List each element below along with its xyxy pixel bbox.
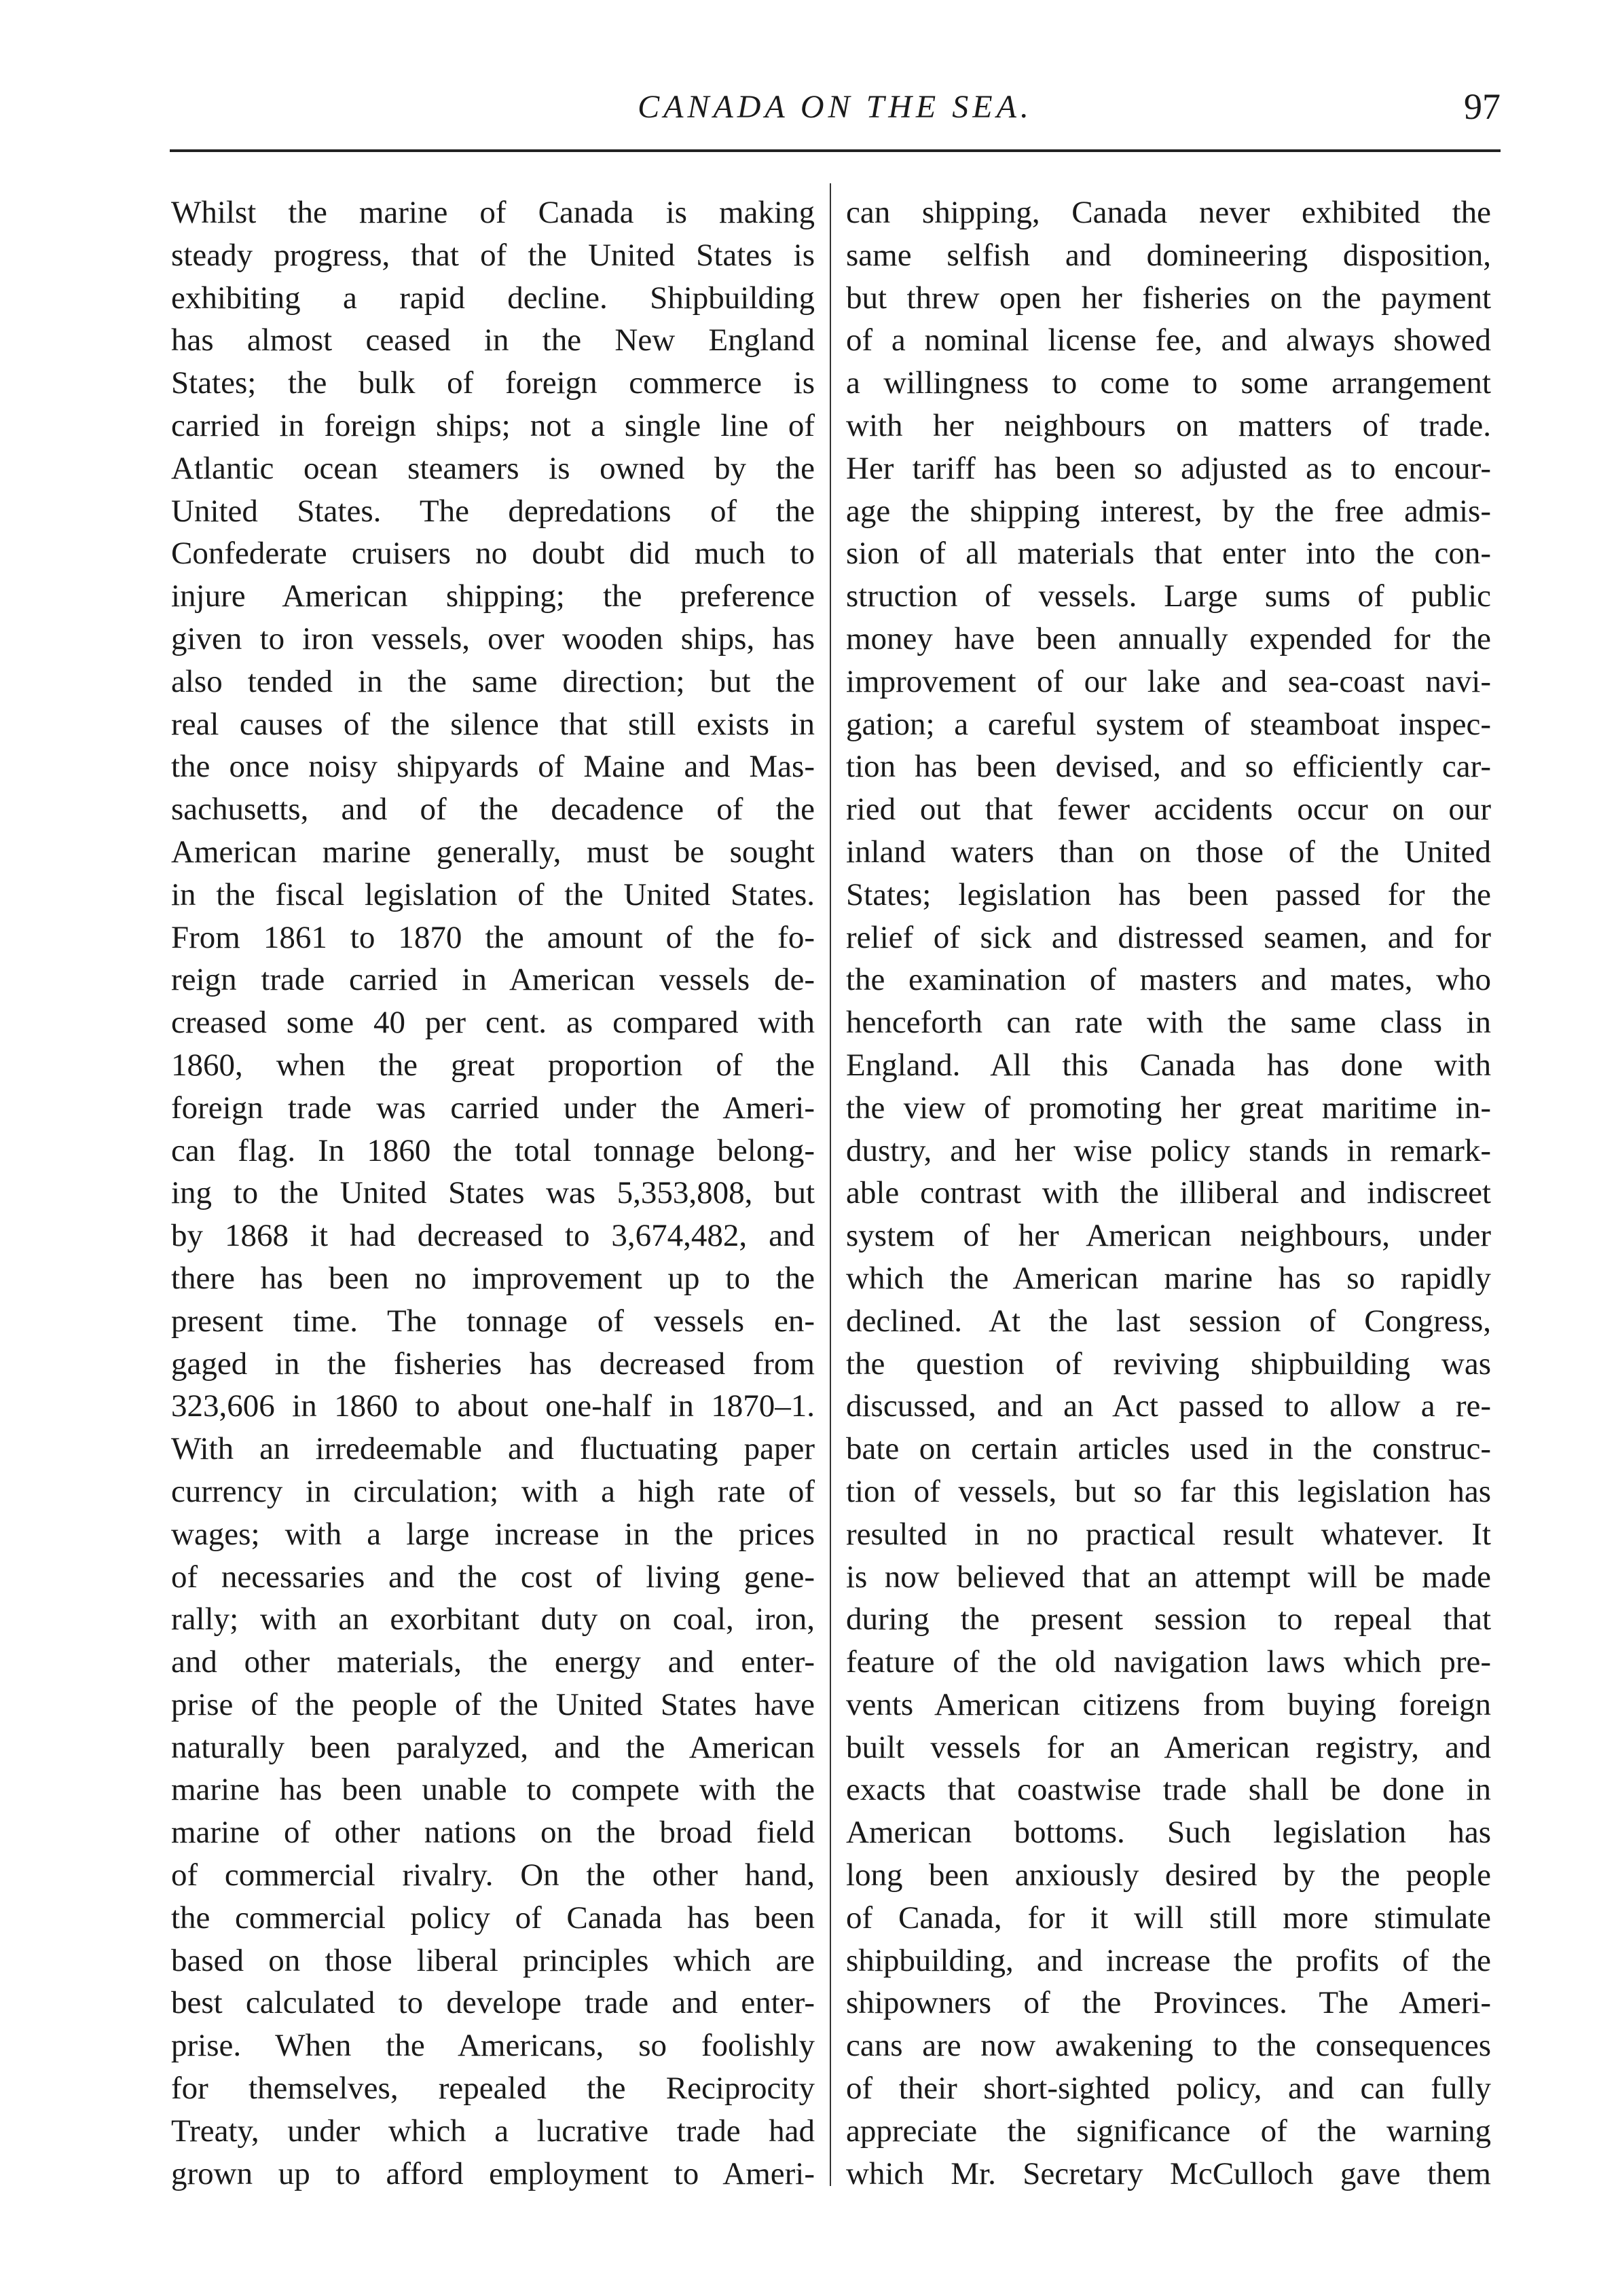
text-line: there has been no improvement up to the xyxy=(171,1260,815,1296)
text-line: From 1861 to 1870 the amount of the fo- xyxy=(171,919,815,955)
text-line: improvement of our lake and sea-coast navi- xyxy=(846,663,1491,699)
text-line: the commercial policy of Canada has been xyxy=(171,1900,815,1936)
text-line: a willingness to come to some arrangement xyxy=(846,365,1491,401)
text-line: prise of the people of the United States have xyxy=(171,1686,815,1722)
text-line: can flag. In 1860 the total tonnage belong- xyxy=(171,1132,815,1168)
text-line: resulted in no practical result whatever. It xyxy=(846,1516,1491,1552)
text-line: exacts that coastwise trade shall be done in xyxy=(846,1772,1491,1808)
text-line: shipbuilding, and increase the profits of the xyxy=(846,1942,1491,1978)
text-line: exhibiting a rapid decline. Shipbuilding xyxy=(171,280,815,316)
text-line: of commercial rivalry. On the other hand, xyxy=(171,1857,815,1893)
text-line: currency in circulation; with a high rate of xyxy=(171,1473,815,1509)
text-line: steady progress, that of the United States is xyxy=(171,237,815,273)
text-line: American bottoms. Such legislation has xyxy=(846,1815,1491,1851)
column-divider xyxy=(830,183,831,2186)
text-line: money have been annually expended for the xyxy=(846,621,1491,656)
text-line: bate on certain articles used in the construc- xyxy=(846,1431,1491,1467)
text-line: gation; a careful system of steamboat inspec- xyxy=(846,706,1491,742)
text-line: 323,606 in 1860 to about one-half in 1870–1. xyxy=(171,1388,815,1424)
text-line: built vessels for an American registry, and xyxy=(846,1729,1491,1765)
text-line: Confederate cruisers no doubt did much to xyxy=(171,536,815,572)
text-line: vents American citizens from buying foreign xyxy=(846,1686,1491,1722)
text-line: of their short-sighted policy, and can fully xyxy=(846,2071,1491,2107)
text-line: appreciate the significance of the warning xyxy=(846,2113,1491,2149)
text-line: With an irredeemable and fluctuating paper xyxy=(171,1431,815,1467)
text-line: declined. At the last session of Congress, xyxy=(846,1303,1491,1339)
text-line: prise. When the Americans, so foolishly xyxy=(171,2028,815,2064)
text-line: during the present session to repeal that xyxy=(846,1601,1491,1637)
text-line: is now believed that an attempt will be made xyxy=(846,1559,1491,1595)
text-line: wages; with a large increase in the prices xyxy=(171,1516,815,1552)
text-line: which Mr. Secretary McCulloch gave them xyxy=(846,2155,1491,2191)
text-line: can shipping, Canada never exhibited the xyxy=(846,195,1491,230)
header-rule xyxy=(170,149,1501,152)
text-line: foreign trade was carried under the Ameri- xyxy=(171,1090,815,1126)
text-line: reign trade carried in American vessels de- xyxy=(171,962,815,998)
text-line: gaged in the fisheries has decreased from xyxy=(171,1346,815,1382)
text-line: the once noisy shipyards of Maine and Mas- xyxy=(171,749,815,785)
text-line: tion of vessels, but so far this legislation has xyxy=(846,1473,1491,1509)
text-line: carried in foreign ships; not a single line of xyxy=(171,407,815,443)
text-line: United States. The depredations of the xyxy=(171,493,815,529)
text-line: marine has been unable to compete with the xyxy=(171,1772,815,1808)
text-line: able contrast with the illiberal and indiscreet xyxy=(846,1175,1491,1211)
text-line: of necessaries and the cost of living gene- xyxy=(171,1559,815,1595)
text-line: naturally been paralyzed, and the American xyxy=(171,1729,815,1765)
text-line: has almost ceased in the New England xyxy=(171,322,815,358)
text-line: also tended in the same direction; but the xyxy=(171,663,815,699)
text-line: inland waters than on those of the United xyxy=(846,834,1491,870)
text-line: sachusetts, and of the decadence of the xyxy=(171,792,815,828)
text-line: creased some 40 per cent. as compared with xyxy=(171,1005,815,1041)
text-line: feature of the old navigation laws which pre- xyxy=(846,1644,1491,1680)
text-line: present time. The tonnage of vessels en- xyxy=(171,1303,815,1339)
text-line: of Canada, for it will still more stimulate xyxy=(846,1900,1491,1936)
page-header xyxy=(170,80,1501,134)
text-line: dustry, and her wise policy stands in remark- xyxy=(846,1132,1491,1168)
text-line: the view of promoting her great maritime in- xyxy=(846,1090,1491,1126)
text-line: cans are now awakening to the consequences xyxy=(846,2028,1491,2064)
text-line: Whilst the marine of Canada is making xyxy=(171,195,815,230)
text-line: States; the bulk of foreign commerce is xyxy=(171,365,815,401)
page-number: 97 xyxy=(1464,86,1501,127)
text-line: Her tariff has been so adjusted as to encour- xyxy=(846,450,1491,486)
text-line: rally; with an exorbitant duty on coal, iron, xyxy=(171,1601,815,1637)
text-line: discussed, and an Act passed to allow a re- xyxy=(846,1388,1491,1424)
text-line: with her neighbours on matters of trade. xyxy=(846,407,1491,443)
text-line: same selfish and domineering disposition, xyxy=(846,237,1491,273)
text-line: which the American marine has so rapidly xyxy=(846,1260,1491,1296)
text-line: marine of other nations on the broad field xyxy=(171,1815,815,1851)
text-line: ried out that fewer accidents occur on our xyxy=(846,792,1491,828)
text-line: the examination of masters and mates, who xyxy=(846,962,1491,998)
text-line: based on those liberal principles which are xyxy=(171,1942,815,1978)
text-line: of a nominal license fee, and always showed xyxy=(846,322,1491,358)
text-line: in the fiscal legislation of the United States. xyxy=(171,876,815,912)
text-line: real causes of the silence that still exists in xyxy=(171,706,815,742)
text-line: for themselves, repealed the Reciprocity xyxy=(171,2071,815,2107)
text-line: struction of vessels. Large sums of public xyxy=(846,578,1491,614)
text-line: long been anxiously desired by the people xyxy=(846,1857,1491,1893)
text-line: shipowners of the Provinces. The Ameri- xyxy=(846,1985,1491,2021)
text-line: relief of sick and distressed seamen, and for xyxy=(846,919,1491,955)
text-line: Treaty, under which a lucrative trade had xyxy=(171,2113,815,2149)
text-line: best calculated to develope trade and enter- xyxy=(171,1985,815,2021)
text-line: henceforth can rate with the same class in xyxy=(846,1005,1491,1041)
text-line: age the shipping interest, by the free admis- xyxy=(846,493,1491,529)
text-line: and other materials, the energy and enter- xyxy=(171,1644,815,1680)
text-line: by 1868 it had decreased to 3,674,482, and xyxy=(171,1218,815,1254)
text-line: ing to the United States was 5,353,808, but xyxy=(171,1175,815,1211)
right-column xyxy=(846,191,1491,2195)
text-line: tion has been devised, and so efficiently car- xyxy=(846,749,1491,785)
text-line: American marine generally, must be sought xyxy=(171,834,815,870)
text-line: system of her American neighbours, under xyxy=(846,1218,1491,1254)
text-line: 1860, when the great proportion of the xyxy=(171,1047,815,1083)
text-line: England. All this Canada has done with xyxy=(846,1047,1491,1083)
running-title: CANADA ON THE SEA. xyxy=(638,89,1033,125)
text-line: States; legislation has been passed for the xyxy=(846,876,1491,912)
text-line: injure American shipping; the preference xyxy=(171,578,815,614)
text-line: Atlantic ocean steamers is owned by the xyxy=(171,450,815,486)
text-line: the question of reviving shipbuilding was xyxy=(846,1346,1491,1382)
text-line: given to iron vessels, over wooden ships, has xyxy=(171,621,815,656)
text-line: sion of all materials that enter into the con- xyxy=(846,536,1491,572)
text-line: but threw open her fisheries on the payment xyxy=(846,280,1491,316)
text-line: grown up to afford employment to Ameri- xyxy=(171,2155,815,2191)
left-column xyxy=(171,191,815,2195)
